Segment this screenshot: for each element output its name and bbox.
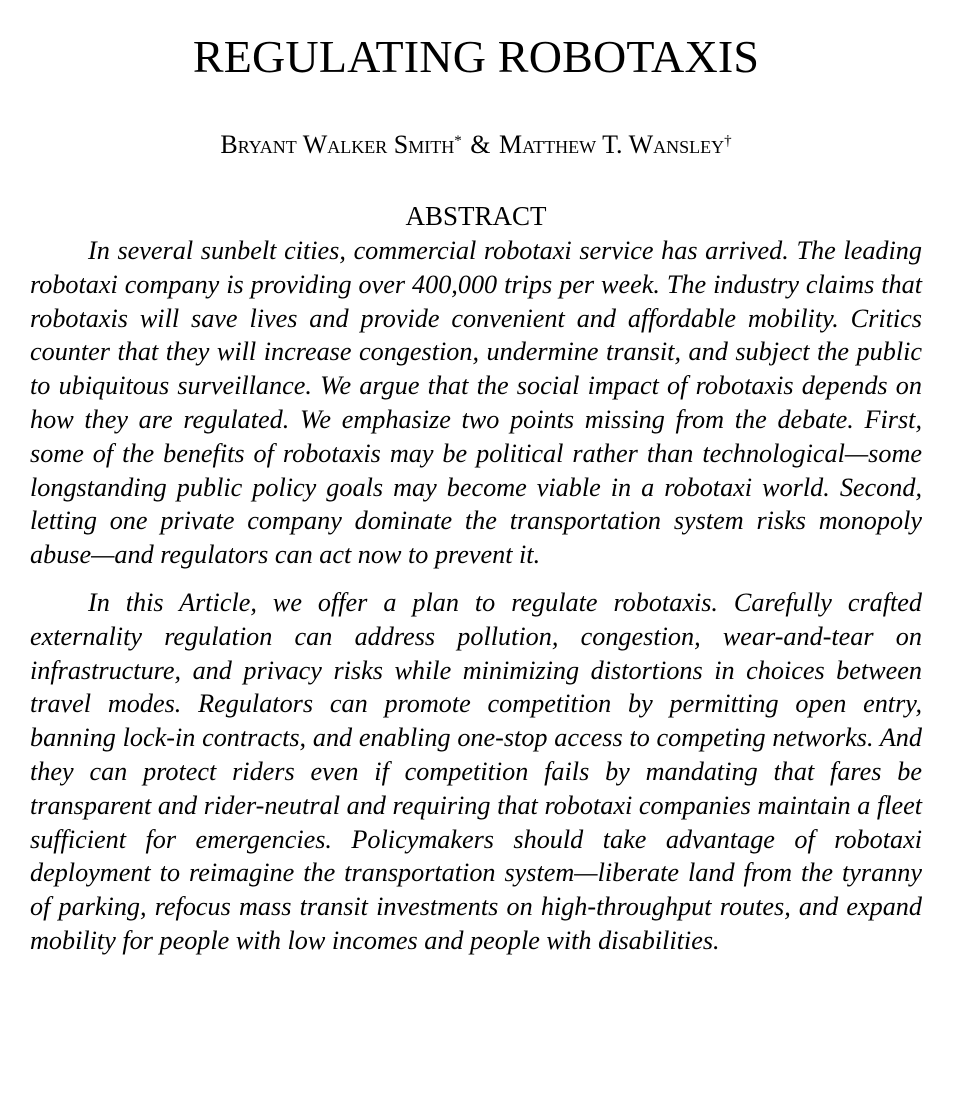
author-2 xyxy=(499,130,732,159)
abstract-paragraph: In this Article, we offer a plan to regulate robotaxis. Carefully crafted externality regulation can address pollution, congestion, wear-and-tear on infrastructure, and privacy risks while minimizing distortions in choices between travel modes. Regulators can promote competition by permitting open entry, banning lock-in contracts, and enabling one-stop access to competing networks. And they can protect riders even if competition fails by mandating that fares be transparent and rider-neutral and requiring that robotaxi companies maintain a fleet sufficient for emergencies. Policymakers should take advantage of robotaxi deployment to reimagine the transportation system—liberate land from the tyranny of parking, refocus mass transit investments on high-throughput routes, and expand mobility for people with low incomes and people with disabilities. xyxy=(30,587,922,955)
author-1 xyxy=(220,130,461,159)
abstract-paragraph: In several sunbelt cities, commercial robotaxi service has arrived. The leading robotaxi company is providing over 400,000 trips per week. The industry claims that robotaxis will save lives and provide convenient and affordable mobility. Critics counter that they will increase congestion, undermine transit, and subject the public to ubiquitous surveillance. We argue that the social impact of robotaxis depends on how they are regulated. We emphasize two points missing from the debate. First, some of the benefits of robotaxis may be political rather than technological—some longstanding public policy goals may become viable in a robotaxi world. Second, letting one private company dominate the transportation system risks monopoly abuse—and regulators can act now to prevent it. xyxy=(30,236,922,570)
paper-title: REGULATING ROBOTAXIS xyxy=(192,31,760,82)
abstract-heading: ABSTRACT xyxy=(405,201,547,231)
author-separator: & xyxy=(470,130,491,159)
abstract-body xyxy=(30,234,922,958)
author-2-name: Matthew T. Wansley xyxy=(498,130,725,159)
author-1-footnote-mark[interactable]: * xyxy=(454,133,462,149)
author-2-footnote-mark[interactable]: † xyxy=(724,133,732,149)
author-line xyxy=(30,130,922,160)
author-1-name: Bryant Walker Smith xyxy=(220,130,455,159)
